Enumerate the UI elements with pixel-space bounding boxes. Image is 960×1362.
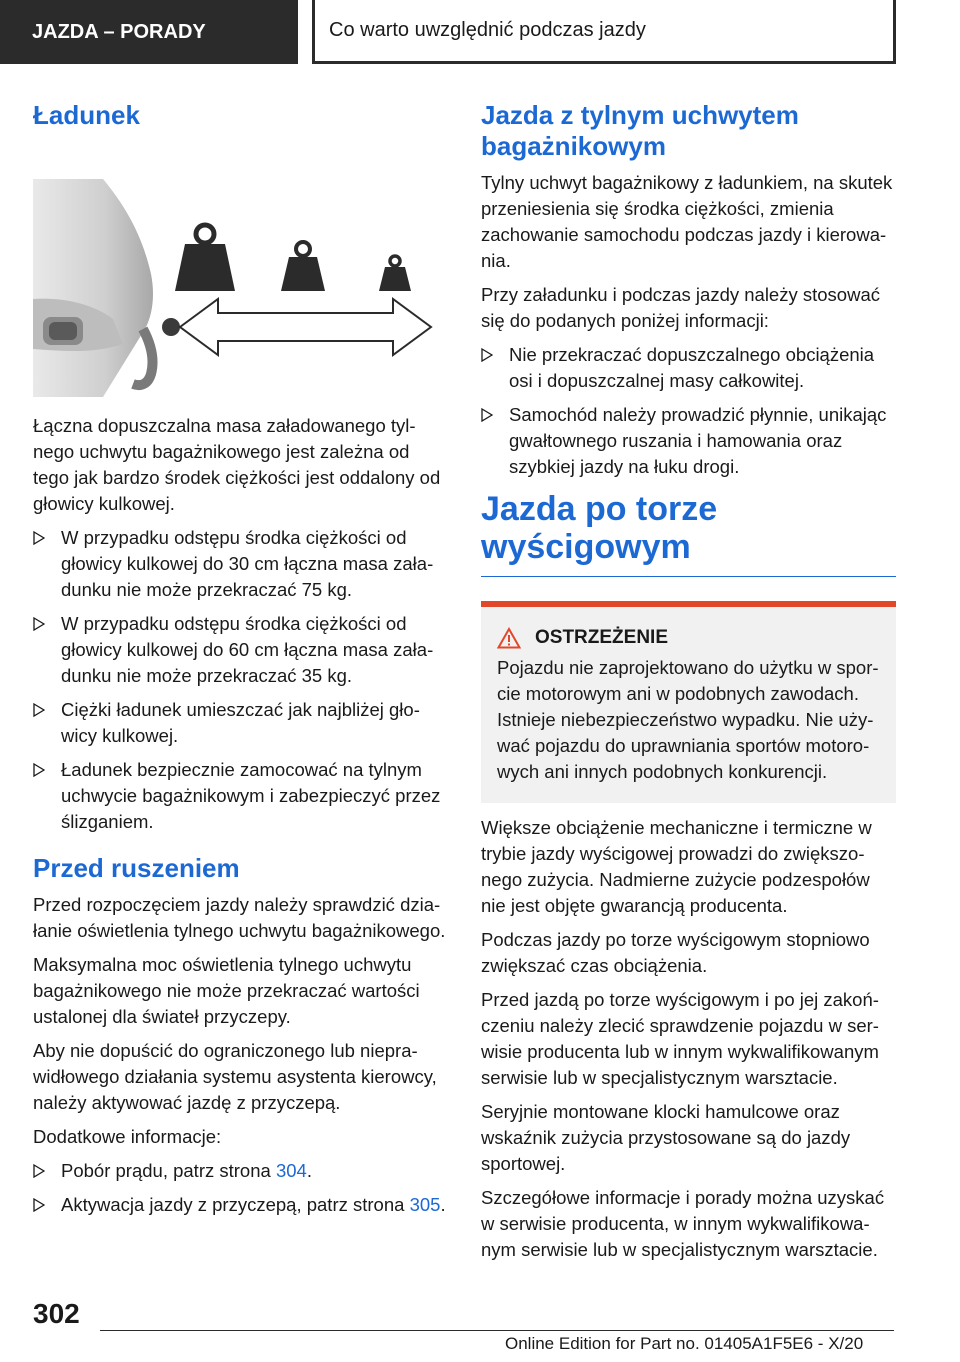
right-column	[481, 100, 896, 1271]
paragraph: Maksymalna moc oświetlenia tylnego uchwytu bagażnikowego nie może przekraczać wartości ustalonej dla świateł przyczepy.	[33, 954, 420, 1027]
heading-load: Ładunek	[33, 100, 140, 130]
weight-small-icon	[379, 256, 411, 291]
weight-large-icon	[175, 225, 235, 291]
page-link-304[interactable]: 304	[275, 1160, 307, 1181]
triangle-bullet-icon	[33, 531, 45, 545]
left-column	[33, 100, 448, 1228]
paragraph: Dodatkowe informacje:	[33, 1126, 222, 1147]
warning-box	[481, 601, 896, 803]
rack-list	[481, 342, 896, 480]
warning-triangle-icon	[497, 627, 521, 649]
paragraph: Większe obciążenie mechaniczne i termiczne w trybie jazdy wyścigowej prowadzi do zwiększonego zużycia. Nadmierne zużycie podzespołów nie jest objęte gwarancją producenta.	[481, 817, 872, 916]
load-intro: Łączna dopuszczalna masa załadowanego tylnego uchwytu bagażnikowego jest zależna od tego jak bardzo środek ciężkości jest oddalony od głowicy kulkowej.	[33, 415, 441, 514]
weight-medium-icon	[281, 242, 325, 291]
paragraph: Szczegółowe informacje i porady można uzyskać w serwisie producenta, w innym wykwalifikowanym serwisie lub w specjalistycznym warsztacie.	[481, 1187, 885, 1260]
triangle-bullet-icon	[481, 348, 493, 362]
list-item: Pobór prądu, patrz strona 304.	[33, 1158, 448, 1184]
heading-before-start: Przed ruszeniem	[33, 853, 240, 883]
list-item: Nie przekraczać dopuszczalnego obciążenia osi i dopuszczalnej masy całkowitej.	[481, 342, 896, 394]
section-tab: JAZDA – PORADY	[0, 0, 298, 64]
triangle-bullet-icon	[33, 1164, 45, 1178]
list-item: W przypadku odstępu środka ciężkości od głowicy kulkowej do 60 cm łączna masa załadunku nie może przekraczać 35 kg.	[33, 611, 448, 689]
info-list	[33, 1158, 448, 1218]
list-item: Ciężki ładunek umieszczać jak najbliżej głowicy kulkowej.	[33, 697, 448, 749]
paragraph: Podczas jazdy po torze wyścigowym stopniowo zwiększać czas obciążenia.	[481, 929, 870, 976]
paragraph: Seryjnie montowane klocki hamulcowe oraz wskaźnik zużycia przystosowane są do jazdy sportowej.	[481, 1101, 851, 1174]
heading-race-track: Jazda po torze wyścigowym	[481, 490, 896, 577]
paragraph: Aby nie dopuścić do ograniczonego lub nieprawidłowego działania systemu asystenta kierowcy, należy aktywować jazdę z przyczepą.	[33, 1040, 437, 1113]
paragraph: Przy załadunku i podczas jazdy należy stosować się do podanych poniżej informacji:	[481, 284, 880, 331]
list-item: Ładunek bezpiecznie zamocować na tylnym uchwycie bagażnikowym i zabezpieczyć przez ślizganiem.	[33, 757, 448, 835]
warning-title: OSTRZEŻENIE	[535, 627, 669, 648]
edition-note: Online Edition for Part no. 01405A1F5E6 - X/20	[505, 1334, 864, 1353]
page-number: 302	[33, 1298, 80, 1329]
load-list	[33, 525, 448, 835]
chapter-title: Co warto uwzględnić podczas jazdy	[312, 0, 896, 64]
triangle-bullet-icon	[33, 617, 45, 631]
triangle-bullet-icon	[33, 703, 45, 717]
paragraph: Przed jazdą po torze wyścigowym i po jej zakończeniu należy zlecić sprawdzenie pojazdu w serwisie producenta lub w innym wykwalifikowanym serwisie lub w specjalistycznym warsztacie.	[481, 989, 879, 1088]
page-header	[0, 0, 960, 64]
paragraph: Przed rozpoczęciem jazdy należy sprawdzić działanie oświetlenia tylnego uchwytu bagażnikowego.	[33, 894, 446, 941]
triangle-bullet-icon	[33, 1198, 45, 1212]
heading-rear-rack: Jazda z tylnym uchwytem bagażnikowym	[481, 100, 799, 161]
page-link-305[interactable]: 305	[409, 1194, 441, 1215]
list-item: Aktywacja jazdy z przyczepą, patrz strona 305.	[33, 1192, 448, 1218]
list-item: Samochód należy prowadzić płynnie, unikając gwałtownego ruszania i hamowania oraz szybkiej jazdy na łuku drogi.	[481, 402, 896, 480]
list-item: W przypadku odstępu środka ciężkości od głowicy kulkowej do 30 cm łączna masa załadunku nie może przekraczać 75 kg.	[33, 525, 448, 603]
warning-header	[497, 627, 880, 649]
footer-divider	[100, 1330, 894, 1331]
trailer-hitch-load-illustration	[33, 179, 445, 397]
paragraph: Tylny uchwyt bagażnikowy z ładunkiem, na skutek przeniesienia się środka ciężkości, zmienia zachowanie samochodu podczas jazdy i kierowania.	[481, 172, 893, 271]
triangle-bullet-icon	[33, 763, 45, 777]
warning-text: Pojazdu nie zaprojektowano do użytku w sporcie motorowym ani w podobnych zawodach. Istnieje niebezpieczeństwo wypadku. Nie używać pojazdu do uprawniania sportów motorowych ani innych podobnych konkurencji.	[497, 657, 879, 782]
triangle-bullet-icon	[481, 408, 493, 422]
